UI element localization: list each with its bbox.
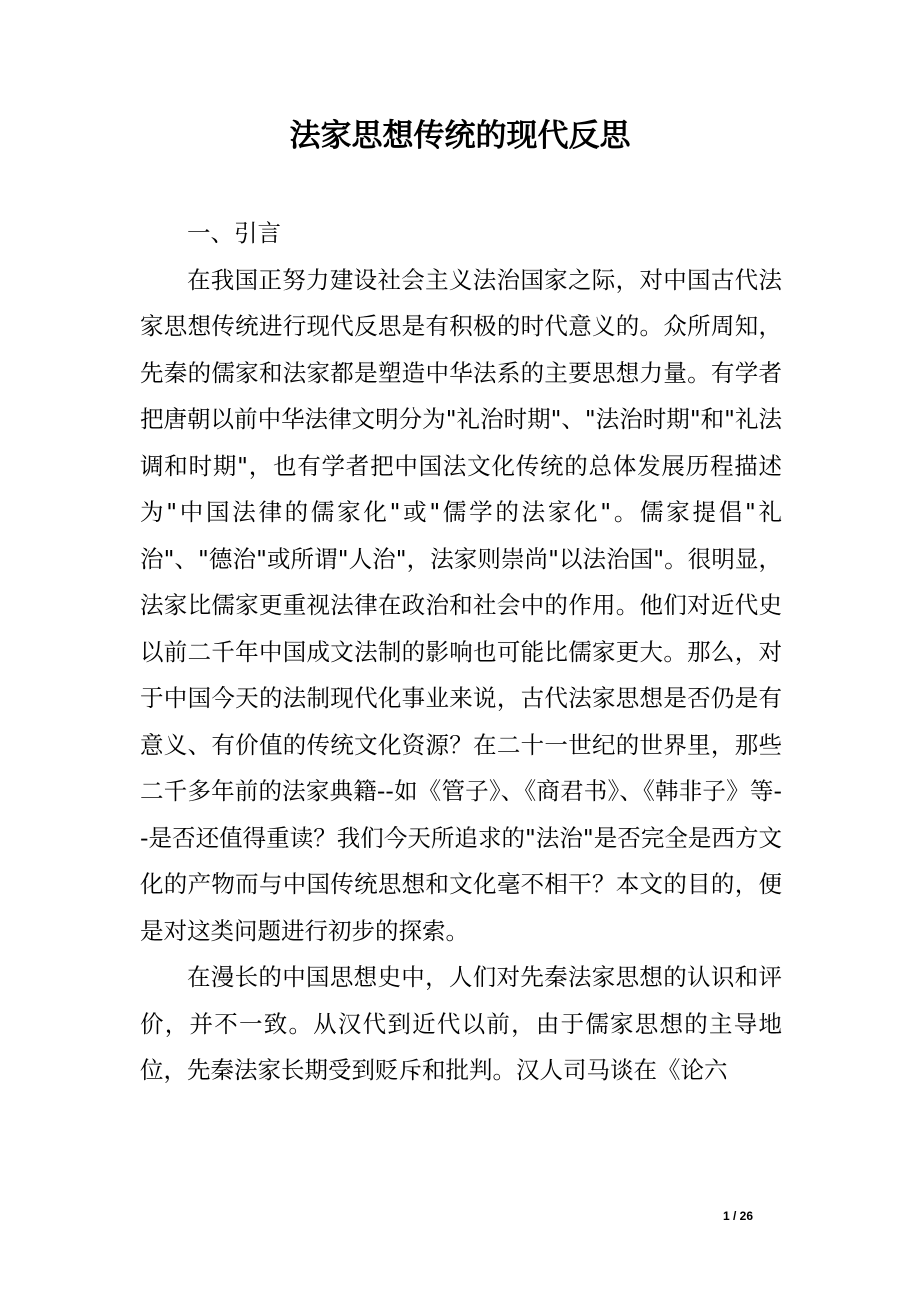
page-number: 1 / 26: [722, 1209, 753, 1223]
paragraph: 在漫长的中国思想史中，人们对先秦法家思想的认识和评价，并不一致。从汉代到近代以前，由于儒家思想的主导地位，先秦法家长期受到贬斥和批判。汉人司马谈在《论六: [140, 963, 782, 1084]
section-heading: 一、引言: [187, 219, 281, 247]
document-body: [140, 210, 782, 1094]
document-title: 法家思想传统的现代反思: [289, 118, 631, 154]
paragraph: 在我国正努力建设社会主义法治国家之际，对中国古代法家思想传统进行现代反思是有积极的时代意义的。众所周知，先秦的儒家和法家都是塑造中华法系的主要思想力量。有学者把唐朝以前中华法律文明分为"礼治时期"、"法治时期"和"礼法调和时期"，也有学者把中国法文化传统的总体发展历程描述为"中国法律的儒家化"或"儒学的法家化"。儒家提倡"礼治"、"德治"或所谓"人治"，法家则崇尚"以法治国"。很明显，法家比儒家更重视法律在政治和社会中的作用。他们对近代史以前二千年中国成文法制的影响也可能比儒家更大。那么，对于中国今天的法制现代化事业来说，古代法家思想是否仍是有意义、有价值的传统文化资源？在二十一世纪的世界里，那些二千多年前的法家典籍--如《管子》、《商君书》、《韩非子》等--是否还值得重读？我们今天所追求的"法治"是否完全是西方文化的产物而与中国传统思想和文化毫不相干？本文的目的，便是对这类问题进行初步的探索。: [140, 265, 782, 945]
